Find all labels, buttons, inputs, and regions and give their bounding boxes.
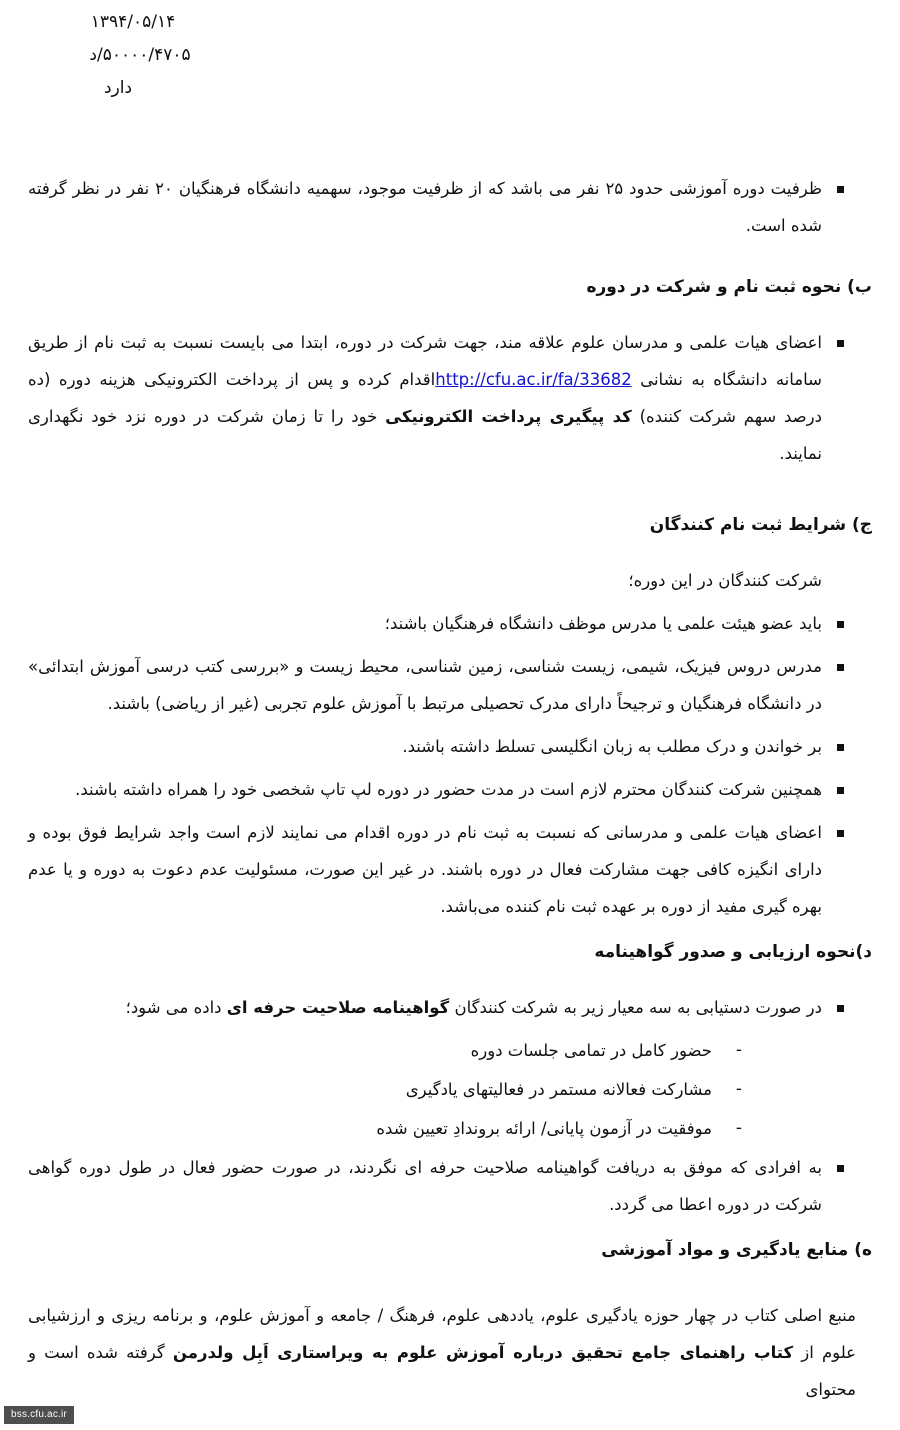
watermark-badge: bss.cfu.ac.ir (4, 1406, 74, 1424)
participation-certificate-text: به افرادی که موفق به دریافت گواهینامه صلاحیت حرفه ای نگردند، در صورت حضور فعال در طول دوره گواهی شرکت در دوره اعطا می گردد. (28, 1158, 822, 1214)
header-reference-number: ۵۰۰۰۰/۴۷۰۵/د (89, 45, 191, 65)
registration-text-part2: اقدام کرده و پس از پرداخت الکترونیکی هزینه دوره (ده درصد سهم شرکت کننده) (28, 370, 822, 426)
learning-resources-paragraph (18, 1297, 882, 1408)
registration-text-part1: اعضای هیات علمی و مدرسان علوم علاقه مند، جهت شرکت در دوره، ابتدا می بایست نسبت به ثبت نام از طریق سامانه دانشگاه به نشانی (28, 333, 822, 389)
bullet-certificate-criteria-intro (18, 989, 882, 1026)
registration-bold-phrase: کد پیگیری پرداخت الکترونیکی (385, 407, 632, 426)
condition-5-text: اعضای هیات علمی و مدرسانی که نسبت به ثبت نام در دوره اقدام می نمایند لازم است واجد شرایط فوق بوده و دارای انگیزه کافی جهت مشارکت فعال در دوره باشند. در غیر این صورت، مسئولیت عدم دعوت به دوره و یا عدم بهره گیری مفید از دوره بر عهده ثبت نام کننده می‌باشد. (28, 823, 822, 916)
bullet-capacity (18, 170, 882, 244)
heading-section-b: ب) نحوه ثبت نام و شرکت در دوره (586, 277, 872, 297)
resources-book-title: کتاب راهنمای جامع تحقیق درباره آموزش علوم به ویراستاری اَبِل ولدرمن (172, 1343, 794, 1362)
heading-section-d: د)نحوه ارزیابی و صدور گواهینامه (594, 942, 872, 962)
heading-section-e: ه) منابع یادگیری و مواد آموزشی (601, 1240, 872, 1260)
header-attachment: دارد (103, 78, 133, 98)
resources-text-part2: گرفته شده است و محتوای (28, 1343, 856, 1399)
resources-text-part1: منبع اصلی کتاب در چهار حوزه یادگیری علوم، یاددهی علوم، فرهنگ / جامعه و آموزش علوم، و برنامه ریزی و ارزشیابی علوم از (28, 1306, 856, 1362)
condition-3-text: بر خواندن و درک مطلب به زبان انگلیسی تسلط داشته باشند. (402, 737, 822, 756)
bullet-condition-5 (18, 814, 882, 925)
criteria-item-1 (18, 1032, 882, 1069)
criteria-item-3-text: موفقیت در آزمون پایانی/ ارائه بروندادِ تعیین شده (376, 1119, 712, 1138)
spacer (18, 250, 882, 260)
spacer (18, 314, 882, 324)
criteria-intro-bold: گواهینامه صلاحیت حرفه ای (226, 998, 450, 1017)
heading-section-c: ج) شرایط ثبت نام کنندگان (649, 515, 872, 535)
condition-1-text: باید عضو هیئت علمی یا مدرس موظف دانشگاه فرهنگیان باشند؛ (384, 614, 822, 633)
bullet-condition-4 (18, 771, 882, 808)
registration-url-link[interactable]: http://cfu.ac.ir/fa/33682 (435, 370, 632, 389)
header-date: ۱۳۹۴/۰۵/۱۴ (90, 12, 176, 32)
registration-text-part3: خود را تا زمان شرکت در دوره نزد خود نگهداری نمایند. (28, 407, 822, 463)
section-c-intro: شرکت کنندگان در این دوره؛ (628, 571, 822, 590)
bullet-registration-process (18, 324, 882, 472)
criteria-item-2-text: مشارکت فعالانه مستمر در فعالیتهای یادگیری (405, 1080, 712, 1099)
condition-2-text: مدرس دروس فیزیک، شیمی، زیست شناسی، زمین شناسی، محیط زیست و «بررسی کتب درسی آموزش ابتدائی» در دانشگاه فرهنگیان و ترجیحاً دارای مدرک تحصیلی مرتبط با آموزش علوم تجربی (غیر از ریاضی) باشند. (28, 657, 822, 713)
bullet-condition-2 (18, 648, 882, 722)
condition-4-text: همچنین شرکت کنندگان محترم لازم است در مدت حضور در دوره لپ تاپ شخصی خود را همراه داشته باشند. (75, 780, 822, 799)
criteria-item-3 (18, 1110, 882, 1147)
spacer (18, 1277, 882, 1297)
document-body (0, 170, 900, 1414)
criteria-intro-part2: داده می شود؛ (125, 998, 227, 1017)
criteria-intro-part1: در صورت دستیابی به سه معیار زیر به شرکت کنندگان (449, 998, 822, 1017)
bullet-condition-3 (18, 728, 882, 765)
bullet-capacity-text: ظرفیت دوره آموزشی حدود ۲۵ نفر می باشد که از ظرفیت موجود، سهمیه دانشگاه فرهنگیان ۲۰ نفر در نظر گرفته شده است. (28, 179, 822, 235)
bullet-participation-certificate (18, 1149, 882, 1223)
spacer (18, 979, 882, 989)
spacer (18, 552, 882, 562)
criteria-item-2 (18, 1071, 882, 1108)
document-header (20, 6, 260, 105)
criteria-item-1-text: حضور کامل در تمامی جلسات دوره (470, 1041, 712, 1060)
bullet-condition-1 (18, 605, 882, 642)
spacer (18, 478, 882, 498)
